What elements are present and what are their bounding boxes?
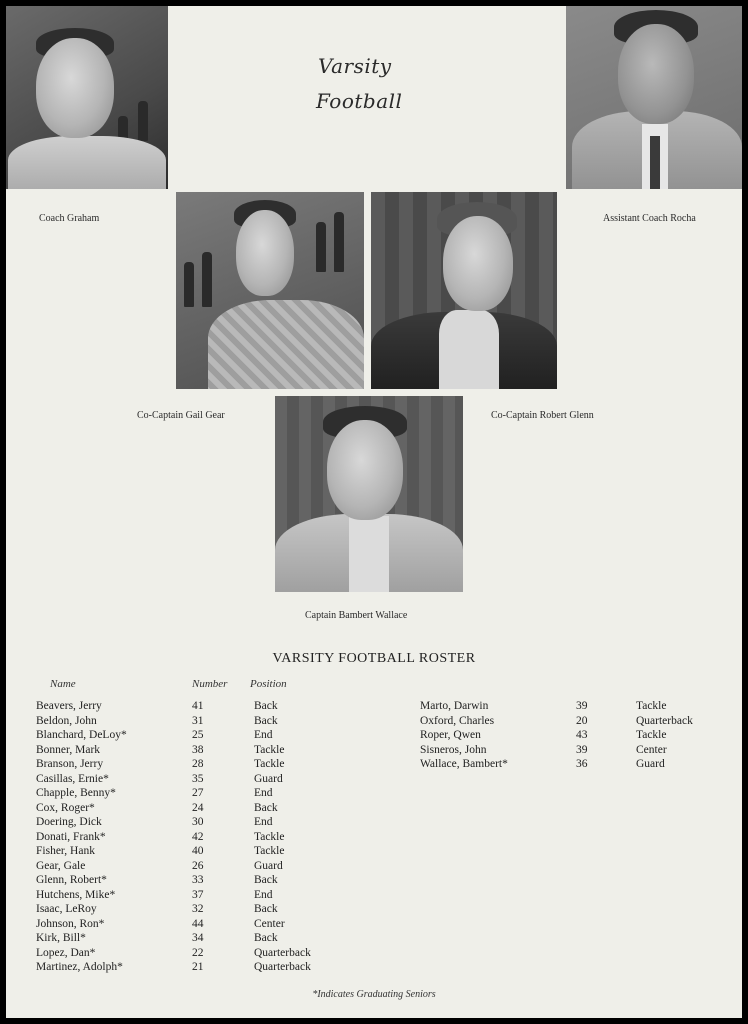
player-name: Marto, Darwin xyxy=(420,700,489,712)
player-name: Roper, Qwen xyxy=(420,729,481,741)
column-header-name: Name xyxy=(50,678,76,690)
roster-list-left xyxy=(36,699,406,975)
roster-row xyxy=(36,830,406,845)
player-name: Isaac, LeRoy xyxy=(36,903,97,915)
roster-row xyxy=(36,815,406,830)
player-name: Doering, Dick xyxy=(36,816,102,828)
player-number: 35 xyxy=(192,772,204,785)
player-name: Johnson, Ron* xyxy=(36,917,105,930)
roster-row xyxy=(36,917,406,932)
player-number: 25 xyxy=(192,729,204,741)
player-number: 26 xyxy=(192,859,204,872)
co-captain-gail-gear-photo xyxy=(176,192,364,389)
co-captain-robert-glenn-photo xyxy=(371,192,557,389)
player-number: 41 xyxy=(192,700,204,712)
assistant-coach-rocha-caption: Assistant Coach Rocha xyxy=(603,213,696,224)
player-name: Donati, Frank* xyxy=(36,830,106,843)
column-header-position: Position xyxy=(250,678,287,690)
player-position: Tackle xyxy=(636,700,667,712)
player-position: Back xyxy=(254,700,278,712)
player-position: Center xyxy=(254,917,285,930)
player-position: Back xyxy=(254,801,278,814)
player-name: Fisher, Hank xyxy=(36,845,95,857)
player-position: Quarterback xyxy=(254,946,311,959)
player-number: 38 xyxy=(192,743,204,756)
player-position: Tackle xyxy=(254,830,285,843)
player-name: Martinez, Adolph* xyxy=(36,961,123,973)
player-position: Guard xyxy=(254,859,283,872)
player-name: Cox, Roger* xyxy=(36,801,95,814)
roster-row xyxy=(36,888,406,903)
roster-row xyxy=(36,801,406,816)
player-number: 36 xyxy=(576,758,588,770)
roster-list-right xyxy=(420,699,720,772)
player-name: Casillas, Ernie* xyxy=(36,772,109,785)
captain-bambert-wallace-caption: Captain Bambert Wallace xyxy=(305,610,408,621)
player-position: End xyxy=(254,888,273,901)
player-number: 20 xyxy=(576,714,588,727)
page-title-line-2: Football xyxy=(316,89,403,113)
player-name: Beldon, John xyxy=(36,714,97,727)
player-position: Tackle xyxy=(254,758,285,770)
roster-row xyxy=(420,743,720,758)
player-number: 42 xyxy=(192,830,204,843)
player-position: End xyxy=(254,787,273,799)
roster-row xyxy=(420,728,720,743)
player-name: Kirk, Bill* xyxy=(36,932,86,944)
roster-row xyxy=(36,772,406,787)
player-number: 33 xyxy=(192,874,204,886)
yearbook-page xyxy=(6,6,742,1018)
column-header-number: Number xyxy=(192,678,228,690)
player-number: 22 xyxy=(192,946,204,959)
player-number: 43 xyxy=(576,729,588,741)
player-position: Back xyxy=(254,714,278,727)
player-number: 32 xyxy=(192,903,204,915)
roster-row xyxy=(36,786,406,801)
co-captain-robert-glenn-caption: Co-Captain Robert Glenn xyxy=(491,410,594,421)
roster-row xyxy=(420,757,720,772)
player-position: Guard xyxy=(254,772,283,785)
player-name: Chapple, Benny* xyxy=(36,787,116,799)
player-position: Quarterback xyxy=(636,714,693,727)
page-title-line-1: Varsity xyxy=(318,54,392,78)
roster-row xyxy=(36,757,406,772)
player-position: End xyxy=(254,729,273,741)
roster-row xyxy=(36,946,406,961)
assistant-coach-rocha-photo xyxy=(566,6,742,189)
roster-row xyxy=(36,960,406,975)
player-name: Blanchard, DeLoy* xyxy=(36,729,127,741)
roster-row xyxy=(36,844,406,859)
player-number: 37 xyxy=(192,888,204,901)
roster-row xyxy=(36,873,406,888)
roster-row xyxy=(420,699,720,714)
roster-row xyxy=(36,902,406,917)
player-position: Quarterback xyxy=(254,961,311,973)
co-captain-gail-gear-caption: Co-Captain Gail Gear xyxy=(137,410,225,421)
roster-row xyxy=(36,728,406,743)
player-number: 28 xyxy=(192,758,204,770)
roster-row xyxy=(36,931,406,946)
player-position: Back xyxy=(254,874,278,886)
player-position: Guard xyxy=(636,758,665,770)
player-position: Back xyxy=(254,932,278,944)
roster-row xyxy=(36,714,406,729)
player-number: 21 xyxy=(192,961,204,973)
player-number: 27 xyxy=(192,787,204,799)
player-name: Hutchens, Mike* xyxy=(36,888,116,901)
player-name: Lopez, Dan* xyxy=(36,946,96,959)
player-name: Gear, Gale xyxy=(36,859,86,872)
player-position: Tackle xyxy=(254,845,285,857)
player-position: End xyxy=(254,816,273,828)
player-name: Glenn, Robert* xyxy=(36,874,107,886)
coach-graham-photo xyxy=(6,6,168,189)
player-position: Tackle xyxy=(254,743,285,756)
captain-bambert-wallace-photo xyxy=(275,396,463,592)
player-number: 39 xyxy=(576,700,588,712)
player-name: Bonner, Mark xyxy=(36,743,101,756)
player-position: Back xyxy=(254,903,278,915)
player-number: 44 xyxy=(192,917,204,930)
player-number: 40 xyxy=(192,845,204,857)
player-number: 24 xyxy=(192,801,204,814)
player-name: Sisneros, John xyxy=(420,743,487,756)
player-number: 39 xyxy=(576,743,588,756)
roster-row xyxy=(36,859,406,874)
player-number: 31 xyxy=(192,714,204,727)
player-number: 30 xyxy=(192,816,204,828)
player-name: Branson, Jerry xyxy=(36,758,104,770)
player-name: Oxford, Charles xyxy=(420,714,495,727)
roster-row xyxy=(36,699,406,714)
player-number: 34 xyxy=(192,932,204,944)
player-position: Center xyxy=(636,743,667,756)
player-position: Tackle xyxy=(636,729,667,741)
roster-row xyxy=(420,714,720,729)
graduating-seniors-footnote: *Indicates Graduating Seniors xyxy=(312,989,436,1000)
coach-graham-caption: Coach Graham xyxy=(39,213,100,224)
player-name: Beavers, Jerry xyxy=(36,700,102,712)
player-name: Wallace, Bambert* xyxy=(420,758,508,770)
roster-row xyxy=(36,743,406,758)
roster-title: VARSITY FOOTBALL ROSTER xyxy=(272,651,476,666)
